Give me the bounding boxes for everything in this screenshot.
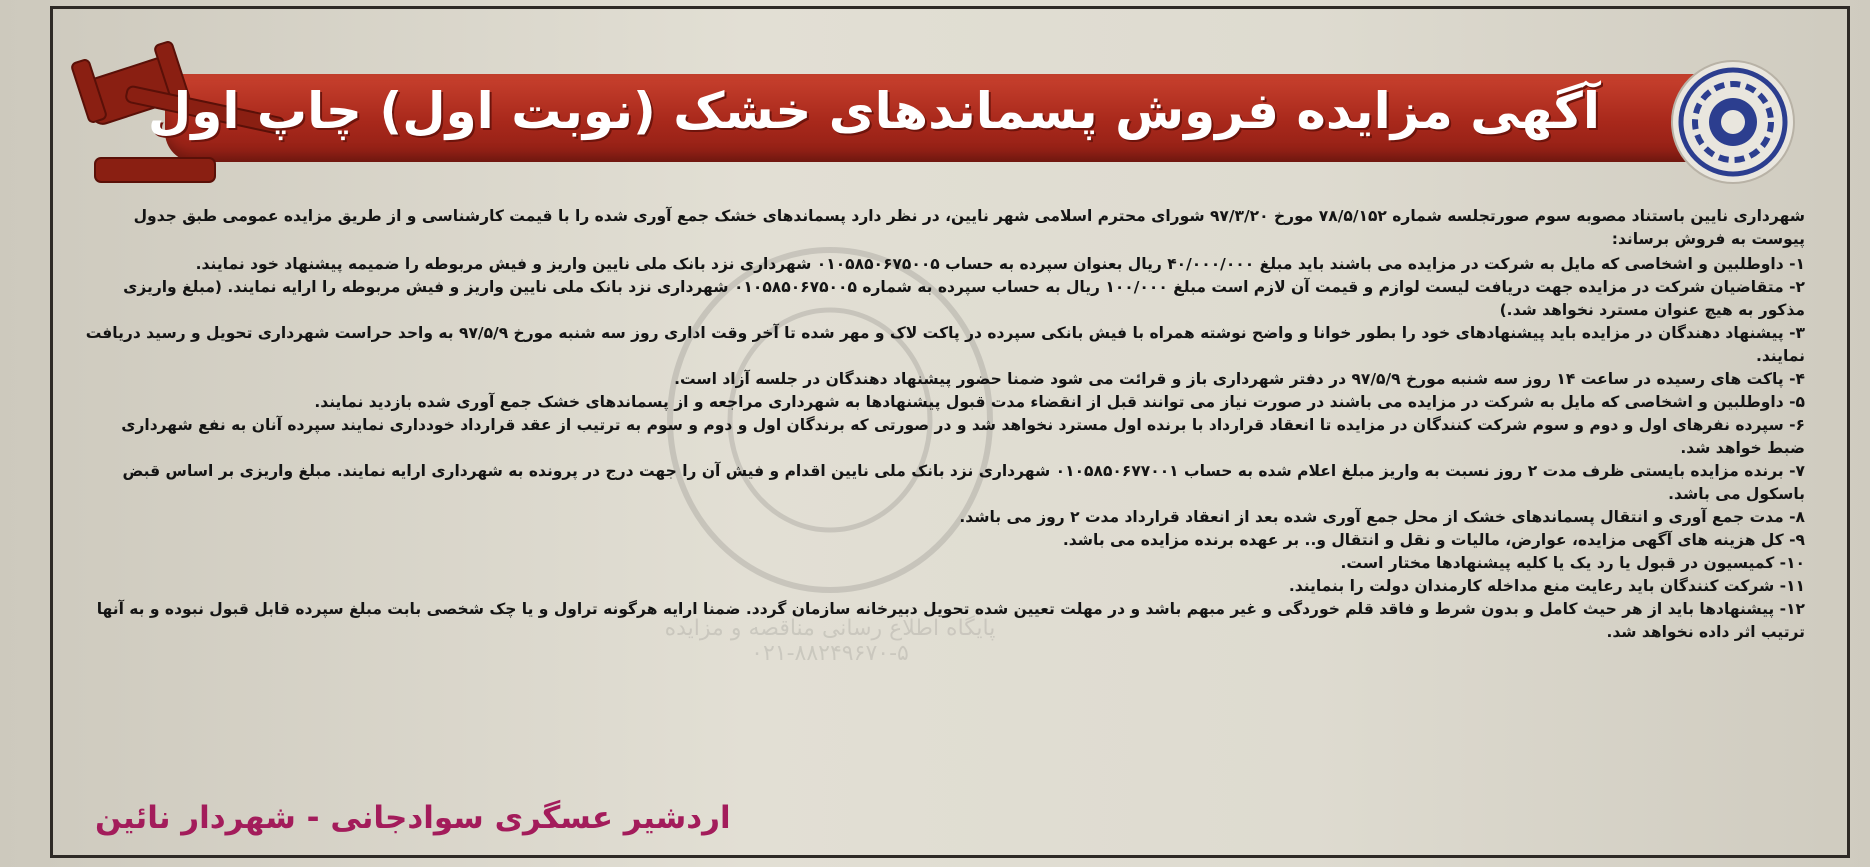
watermark-site: پایگاه اطلاع رسانی مناقصه و مزایده [664, 616, 996, 641]
signature: اردشیر عسگری سوادجانی - شهردار نائین [95, 800, 731, 836]
header-banner [75, 40, 1810, 190]
list-item: ۲- متقاضیان شرکت در مزایده جهت دریافت لیست لوازم و قیمت آن لازم است مبلغ ۱۰۰/۰۰۰ ریال به حساب سپرده به شماره ۰۱۰۵۸۵۰۶۷۵۰۰۵ شهرداری نزد بانک ملی نایین واریز و فیش مربوطه را ارایه نمایند. (مبلغ واریزی مذکور به هیچ عنوان مسترد نخواهد شد.) [123, 278, 1805, 319]
list-item: ۱۰- کمیسیون در قبول یا رد یک یا کلیه پیشنهادها مختار است. [1340, 554, 1805, 572]
list-item: ۸- مدت جمع آوری و انتقال پسماندهای خشک از محل جمع آوری شده بعد از انعقاد قرارداد مدت ۲ روز می باشد. [959, 508, 1805, 526]
intro-paragraph: شهرداری نایین باستناد مصوبه سوم صورتجلسه شماره ۷۸/۵/۱۵۲ مورخ ۹۷/۳/۲۰ شورای محترم اسلامی شهر نایین، در نظر دارد پسماندهای خشک جمع آوری شده را با قیمت کارشناسی و از طریق مزایده عمومی طبق جدول پیوست به فروش برساند: [133, 207, 1805, 248]
list-item: ۵- داوطلبین و اشخاصی که مایل به شرکت در مزایده می باشند در صورت نیاز می توانند قبل از انقضاء مدت قبول پیشنهادها به شهرداری مراجعه و از پسماندهای خشک جمع آوری شده بازدید نمایند. [314, 393, 1805, 411]
list-item: ۷- برنده مزایده بایستی ظرف مدت ۲ روز نسبت به واریز مبلغ اعلام شده به حساب ۰۱۰۵۸۵۰۶۷۷۰۰۱ شهرداری نزد بانک ملی نایین اقدام و فیش آن را جهت درج در پرونده به شهرداری ارایه نمایند. مبلغ واریزی بر اساس قبض باسکول می باشد. [122, 462, 1805, 503]
municipality-logo-icon [1671, 60, 1795, 184]
list-item: ۱۱- شرکت کنندگان باید رعایت منع مداخله کارمندان دولت را بنمایند. [1288, 577, 1805, 595]
list-item: ۱۲- پیشنهادها باید از هر حیث کامل و بدون شرط و فاقد قلم خوردگی و غیر مبهم باشد و در مهلت تعیین شده تحویل دبیرخانه سازمان گردد. ضمنا ارایه هرگونه تراول و یا چک شخصی بابت مبلغ سپرده قابل قبول نبوده و به آنها ترتیب اثر داده نخواهد شد. [96, 600, 1805, 641]
ad-body [80, 205, 1805, 644]
list-item: ۴- پاکت های رسیده در ساعت ۱۴ روز سه شنبه مورخ ۹۷/۵/۹ در دفتر شهرداری باز و قرائت می شود ضمنا حضور پیشنهاد دهندگان در جلسه آزاد است. [674, 370, 1805, 388]
page-title: آگهی مزایده فروش پسماندهای خشک (نوبت اول) چاپ اول [147, 82, 1600, 140]
list-item: ۹- کل هزینه های آگهی مزایده، عوارض، مالیات و نقل و انتقال و.. بر عهده برنده مزایده می باشد. [1062, 531, 1805, 549]
list-item: ۱- داوطلبین و اشخاصی که مایل به شرکت در مزایده می باشند باید مبلغ ۴۰/۰۰۰/۰۰۰ ریال بعنوان سپرده به حساب ۰۱۰۵۸۵۰۶۷۵۰۰۵ شهرداری نزد بانک ملی نایین واریز و فیش مربوطه را ضمیمه پیشنهاد خود نمایند. [195, 255, 1805, 273]
list-item: ۶- سپرده نفرهای اول و دوم و سوم شرکت کنندگان در مزایده تا انعقاد قرارداد با برنده اول مسترد نخواهد شد و در صورتی که برندگان اول و دوم و سوم به ترتیب از عقد قرارداد خودداری نمایند سپرده آنان به نفع شهرداری ضبط خواهد شد. [121, 416, 1805, 457]
list-item: ۳- پیشنهاد دهندگان در مزایده باید پیشنهادهای خود را بطور خوانا و واضح نوشته همراه با فیش بانکی سپرده در پاکت لاک و مهر شده تا آخر وقت اداری روز سه شنبه مورخ ۹۷/۵/۹ به واحد حراست شهرداری تحویل و رسید دریافت نمایند. [85, 324, 1805, 365]
watermark-phone: ۰۲۱-۸۸۲۴۹۶۷۰-۵ [751, 641, 909, 666]
